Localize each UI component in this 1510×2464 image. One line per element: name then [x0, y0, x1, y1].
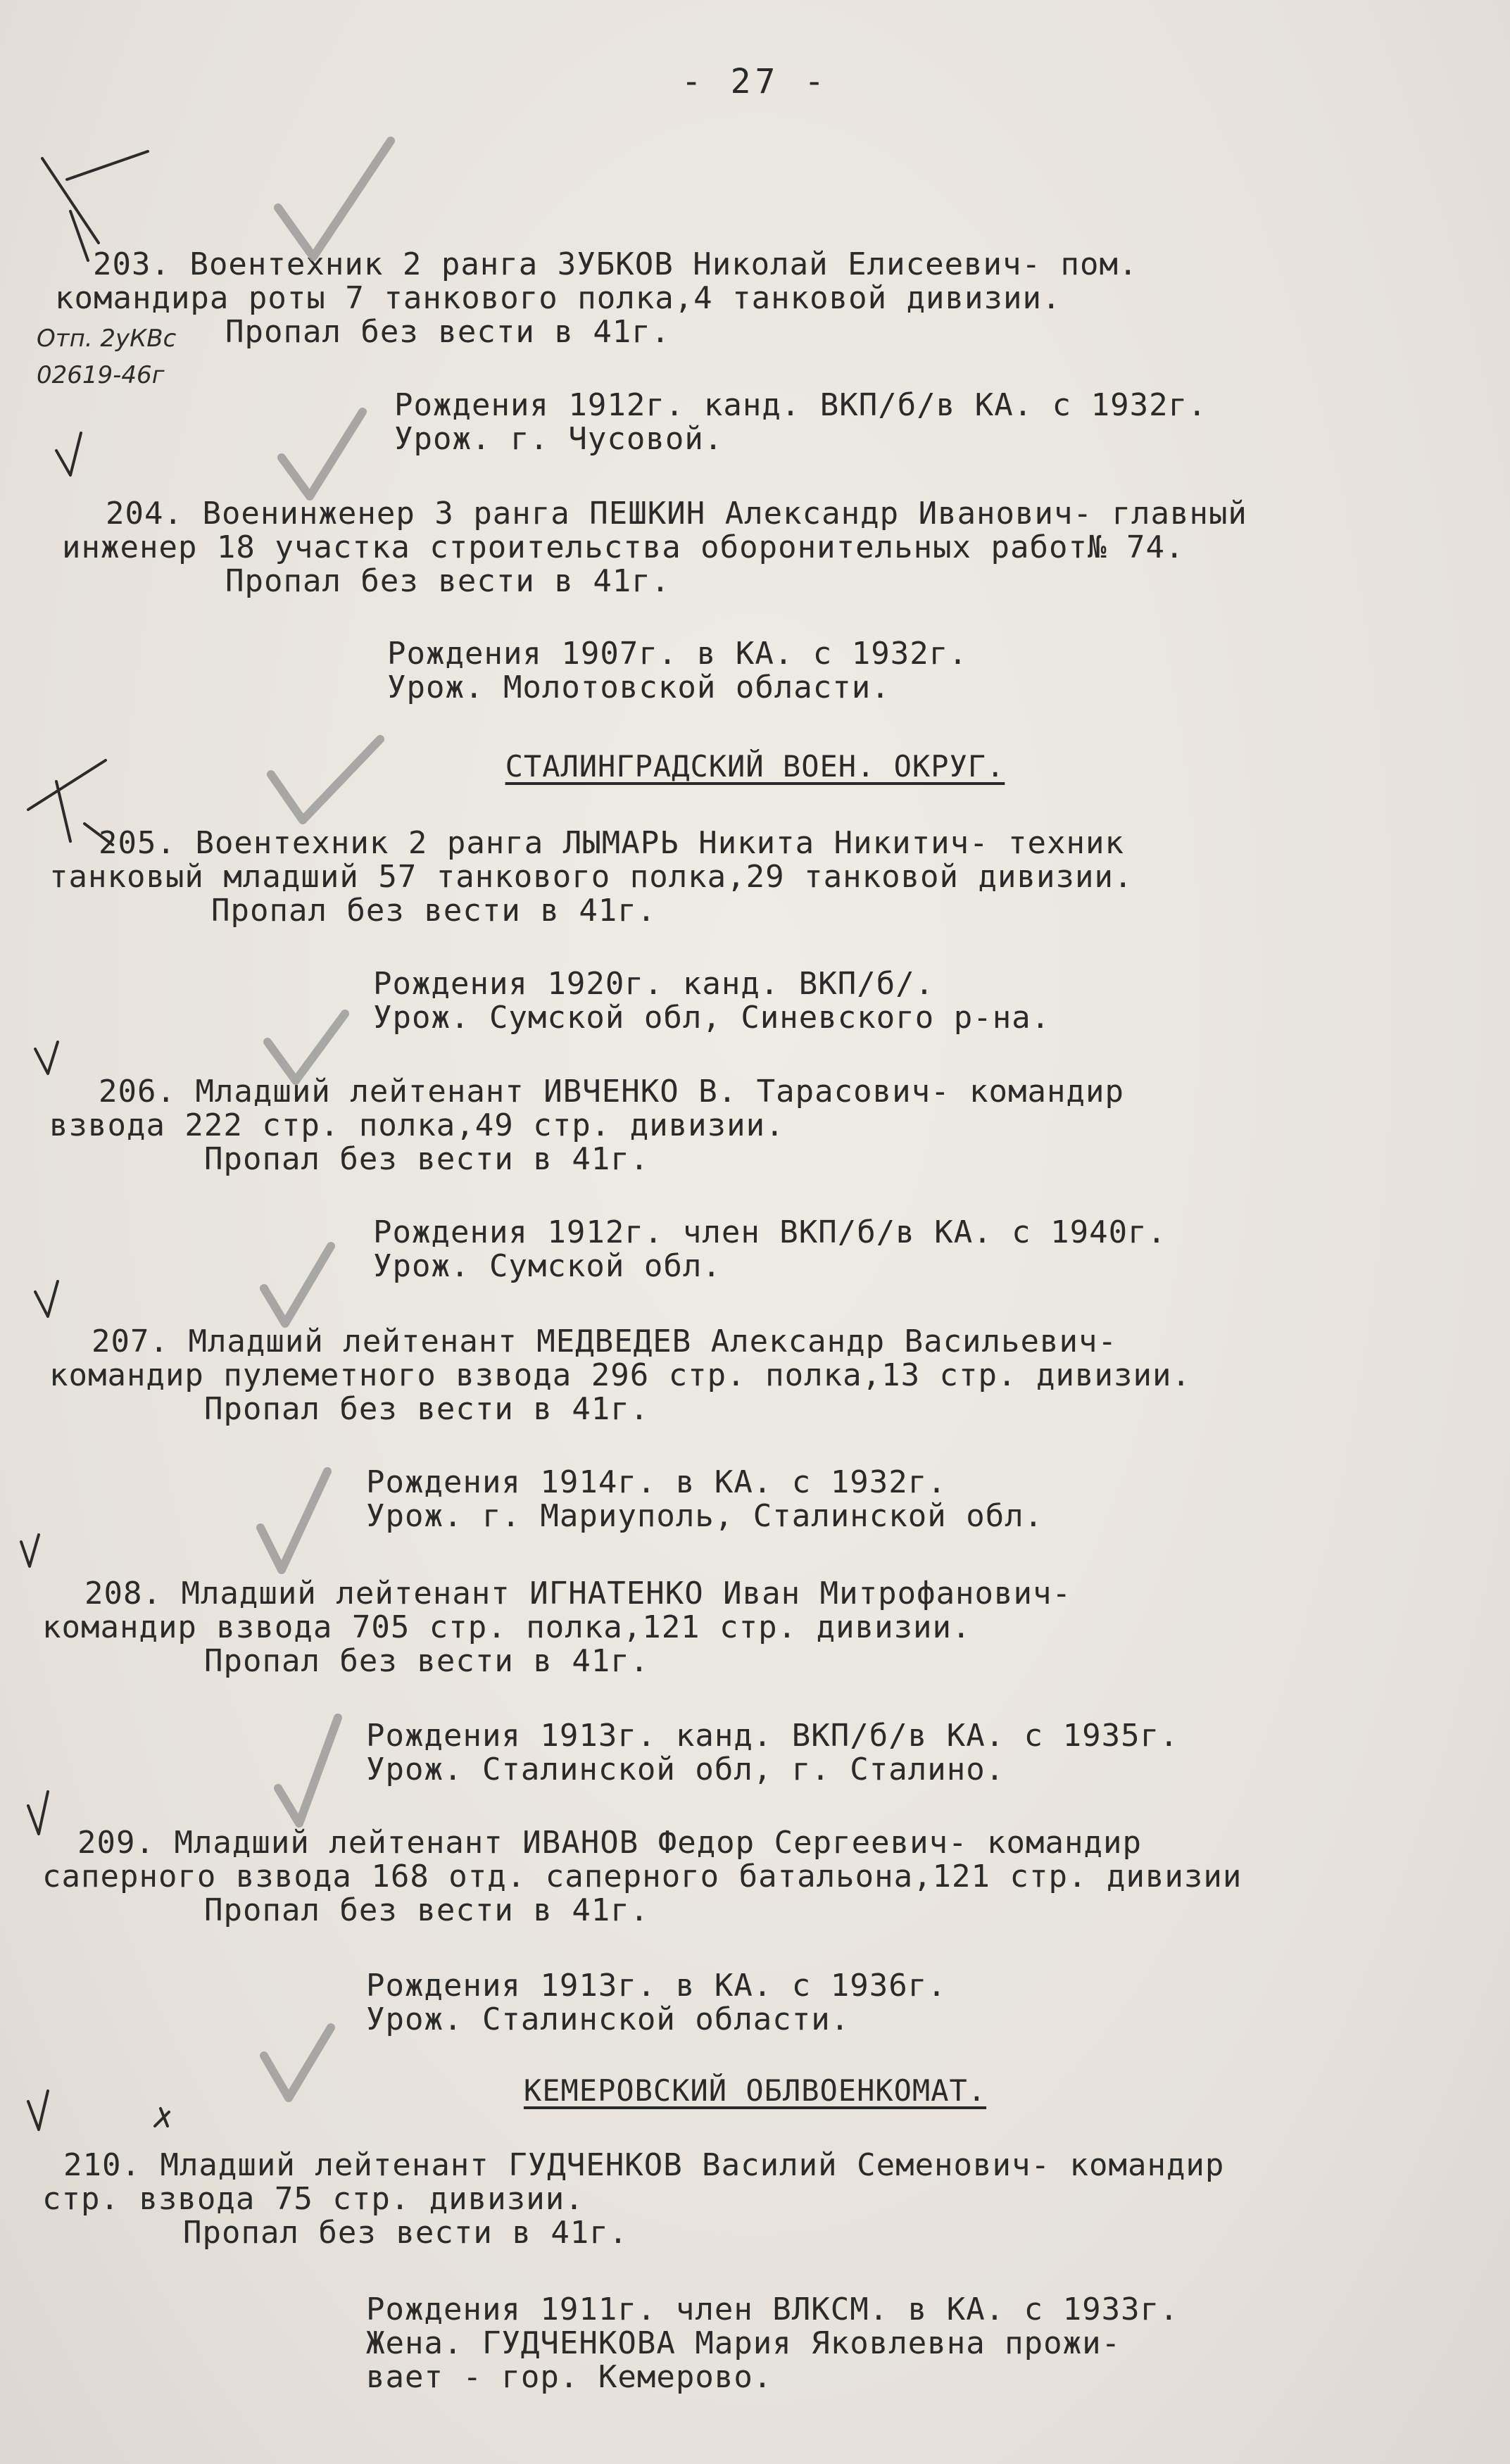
- entry-line: 203. Воентехник 2 ранга ЗУБКОВ Николай Елисеевич- пом.: [93, 246, 1138, 282]
- entry-line: Пропал без вести в 41г.: [204, 1141, 650, 1177]
- check-mark-icon: [268, 1014, 345, 1081]
- entry-line: командир взвода 705 стр. полка,121 стр. дивизии.: [42, 1609, 971, 1645]
- margin-note-line: 02619-46г: [37, 361, 165, 389]
- entry-line: Урож. Сталинской области.: [366, 2001, 850, 2037]
- entry-line: Урож. Сумской обл.: [373, 1248, 722, 1284]
- entry-line: Пропал без вести в 41г.: [211, 893, 657, 929]
- check-mark-icon: [278, 1718, 338, 1823]
- entry-line: Рождения 1911г. член ВЛКСМ. в КА. с 1933г.: [366, 2292, 1179, 2327]
- entry-line: Урож. Сталинской обл, г. Сталино.: [366, 1752, 1005, 1787]
- margin-note-line: Отп. 2уКВс: [37, 325, 177, 353]
- entry-line: саперного взвода 168 отд. саперного батальона,121 стр. дивизии: [42, 1859, 1242, 1894]
- pen-tick-icon: [42, 151, 148, 260]
- entry-line: 206. Младший лейтенант ИВЧЕНКО В. Тарасович- командир: [99, 1074, 1124, 1110]
- entry-line: Жена. ГУДЧЕНКОВА Мария Яковлевна прожи-: [366, 2325, 1121, 2361]
- entry-line: стр. взвода 75 стр. дивизии.: [42, 2181, 584, 2217]
- entry-line: Урож. г. Мариуполь, Сталинской обл.: [366, 1498, 1044, 1534]
- entry-line: 204. Военинженер 3 ранга ПЕШКИН Александр Иванович- главный: [106, 496, 1247, 532]
- entry-line: 209. Младший лейтенант ИВАНОВ Федор Сергеевич- командир: [77, 1825, 1142, 1861]
- entry-line: командир пулеметного взвода 296 стр. полка,13 стр. дивизии.: [49, 1357, 1191, 1393]
- entry-line: Рождения 1913г. в КА. с 1936г.: [366, 1968, 947, 2004]
- entry-line: Урож. г. Чусовой.: [394, 421, 724, 457]
- entry-line: Рождения 1920г. канд. ВКП/б/.: [373, 966, 935, 1002]
- entry-line: Пропал без вести в 41г.: [204, 1643, 650, 1679]
- entry-line: Пропал без вести в 41г.: [225, 314, 671, 350]
- entry-line: Рождения 1912г. канд. ВКП/б/в КА. с 1932г.: [394, 387, 1207, 423]
- entry-line: Рождения 1913г. канд. ВКП/б/в КА. с 1935г.: [366, 1718, 1179, 1754]
- entry-line: танковый младший 57 танкового полка,29 танковой дивизии.: [49, 859, 1133, 895]
- check-mark-icon: [264, 1246, 331, 1324]
- section-heading-kemerovo: КЕМЕРОВСКИЙ ОБЛВОЕНКОМАТ.: [523, 2073, 987, 2108]
- page-number: - 27 -: [681, 62, 829, 101]
- entry-line: командира роты 7 танкового полка,4 танковой дивизии.: [55, 280, 1062, 316]
- entry-line: Рождения 1907г. в КА. с 1932г.: [387, 636, 968, 672]
- pen-tick-icon: [35, 1281, 58, 1316]
- entry-line: Урож. Молотовской области.: [387, 670, 891, 705]
- entry-line: Пропал без вести в 41г.: [204, 1391, 650, 1427]
- pen-tick-icon: [155, 2108, 169, 2126]
- entry-line: Пропал без вести в 41г.: [225, 563, 671, 599]
- entry-line: Пропал без вести в 41г.: [204, 1892, 650, 1928]
- check-mark-icon: [282, 412, 363, 496]
- check-mark-icon: [278, 141, 391, 257]
- entry-line: 207. Младший лейтенант МЕДВЕДЕВ Александр Васильевич-: [92, 1324, 1117, 1359]
- pen-tick-icon: [35, 1042, 58, 1074]
- pen-tick-icon: [21, 1535, 39, 1566]
- pen-tick-icon: [28, 1792, 48, 1834]
- section-heading-stalingrad: СТАЛИНГРАДСКИЙ ВОЕН. ОКРУГ.: [505, 749, 1005, 784]
- entry-line: 210. Младший лейтенант ГУДЧЕНКОВ Василий Семенович- командир: [63, 2147, 1225, 2183]
- entry-line: Рождения 1914г. в КА. с 1932г.: [366, 1464, 947, 1500]
- entry-line: Рождения 1912г. член ВКП/б/в КА. с 1940г.: [373, 1214, 1167, 1250]
- check-mark-icon: [260, 1471, 327, 1570]
- margin-handwritten-note: [37, 320, 220, 394]
- entry-line: 208. Младший лейтенант ИГНАТЕНКО Иван Митрофанович-: [84, 1576, 1072, 1611]
- entry-line: 205. Воентехник 2 ранга ЛЫМАРЬ Никита Никитич- техник: [99, 825, 1124, 861]
- pen-tick-icon: [56, 433, 81, 475]
- entry-line: Пропал без вести в 41г.: [183, 2215, 629, 2251]
- entry-line: инженер 18 участка строительства оборонительных работ№ 74.: [62, 529, 1185, 565]
- entry-line: Урож. Сумской обл, Синевского р-на.: [373, 1000, 1051, 1036]
- entry-line: вает - гор. Кемерово.: [366, 2359, 773, 2395]
- entry-line: взвода 222 стр. полка,49 стр. дивизии.: [49, 1107, 785, 1143]
